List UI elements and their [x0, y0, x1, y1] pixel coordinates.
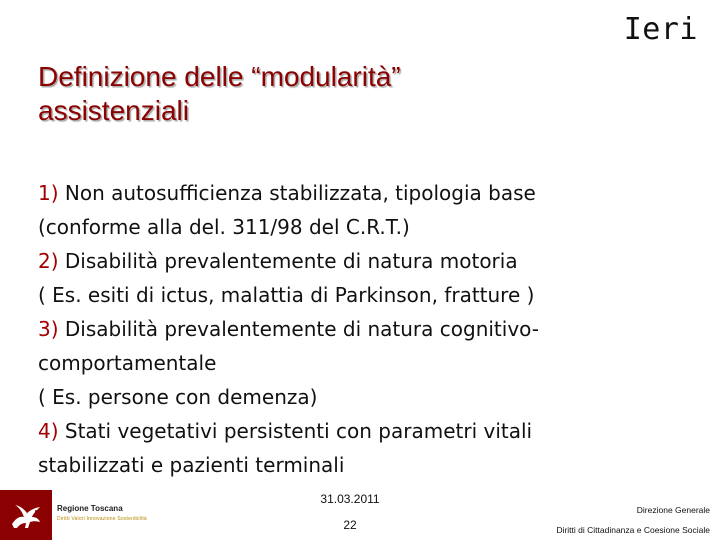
item-note: (conforme alla del. 311/98 del C.R.T.)	[38, 215, 410, 239]
list-item	[38, 244, 688, 278]
item-note: ( Es. persone con demenza)	[38, 385, 318, 409]
item-continuation: stabilizzati e pazienti terminali	[38, 453, 345, 477]
title-line-2: assistenziali	[38, 95, 189, 126]
slide-title	[38, 60, 598, 128]
item-text: Stati vegetativi persistenti con parametri vitali	[58, 419, 533, 443]
page-number: 22	[343, 518, 357, 532]
item-number: 2)	[38, 249, 59, 273]
footer-direzione: Direzione Generale	[636, 505, 710, 515]
list-item	[38, 176, 688, 210]
item-text: Non autosufficienza stabilizzata, tipologia base	[58, 181, 536, 205]
pegasus-icon	[0, 490, 52, 540]
item-number: 4)	[38, 419, 59, 443]
item-note: ( Es. esiti di ictus, malattia di Parkinson, fratture )	[38, 283, 535, 307]
title-line-1: Definizione delle “modularità”	[38, 61, 401, 92]
content-list	[38, 176, 688, 482]
item-text: Disabilità prevalentemente di natura cognitivo-	[58, 317, 539, 341]
regione-toscana-logo	[0, 490, 52, 540]
org-tagline: Diritti Valori Innovazione Sostenibilità	[57, 516, 147, 522]
list-item	[38, 414, 688, 448]
item-number: 1)	[38, 181, 59, 205]
item-text: Disabilità prevalentemente di natura motoria	[58, 249, 518, 273]
footer-department: Diritti di Cittadinanza e Coesione Sociale	[556, 525, 710, 535]
corner-label: Ieri	[623, 12, 698, 47]
item-continuation: comportamentale	[38, 351, 217, 375]
org-name: Regione Toscana	[57, 504, 123, 513]
slide-date: 31.03.2011	[320, 492, 380, 506]
item-number: 3)	[38, 317, 59, 341]
list-item	[38, 312, 688, 346]
